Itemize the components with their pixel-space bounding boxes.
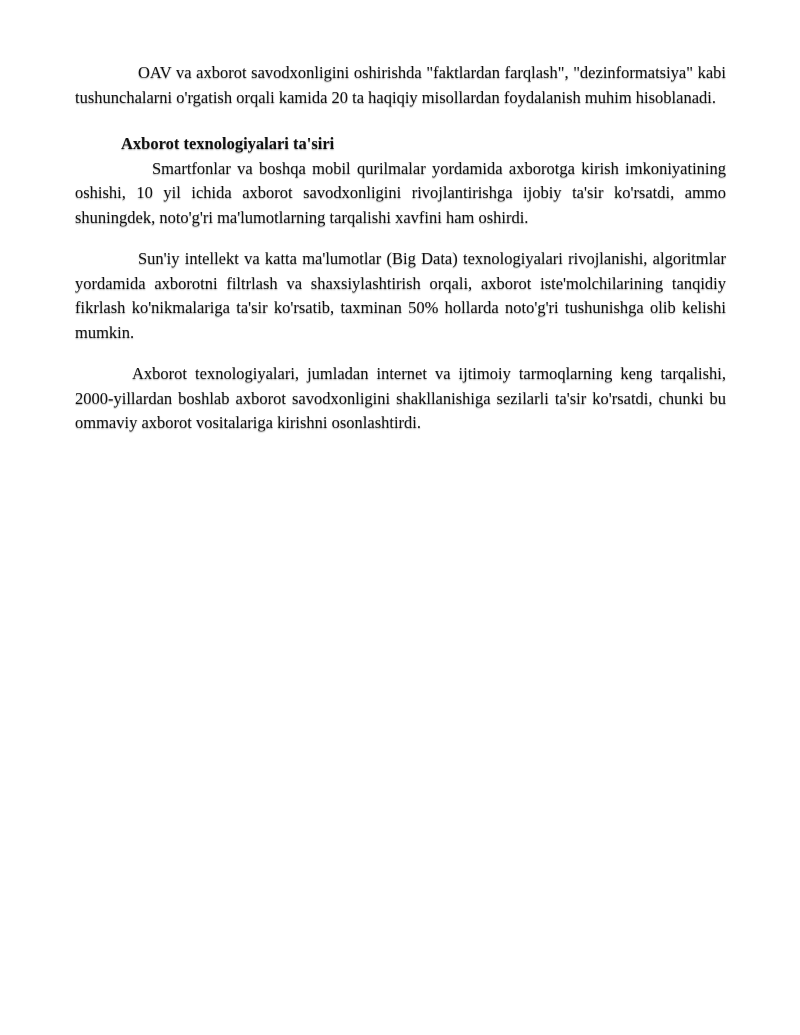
paragraph-mobile-devices: Smartfonlar va boshqa mobil qurilmalar yordamida axborotga kirish imkoniyatining oshishi, 10 yil ichida axborot savodxonligini rivojlantirishga ijobiy ta'sir ko'rsatdi, ammo shuningdek, noto'g'ri ma'lumotlarning tarqalishi xavfini ham oshirdi. [75, 158, 726, 227]
section-heading: Axborot texnologiyalari ta'siri [121, 134, 335, 153]
paragraph-ai-big-data: Sun'iy intellekt va katta ma'lumotlar (Big Data) texnologiyalari rivojlanishi, algoritmlar yordamida axborotni filtrlash va shaxsiylashtirish orqali, axborot iste'molchilarining tanqidiy fikrlash ko'nikmalariga ta'sir ko'rsatib, taxminan 50% hollarda noto'g'ri tushunishga olib kelishi mumkin. [75, 249, 726, 342]
paragraph-internet-social-networks: Axborot texnologiyalari, jumladan internet va ijtimoiy tarmoqlarning keng tarqalishi, 2000-yillardan boshlab axborot savodxonligini shakllanishiga sezilarli ta'sir ko'rsatdi, chunki bu ommaviy axborot vositalariga kirishni osonlashtirdi. [75, 364, 726, 432]
paragraph-media-literacy: OAV va axborot savodxonligini oshirishda "faktlardan farqlash", "dezinformatsiya" kabi tushunchalarni o'rgatish orqali kamida 20 ta haqiqiy misollardan foydalanish muhim hisoblanadi. [75, 63, 726, 107]
document-body [75, 61, 726, 436]
